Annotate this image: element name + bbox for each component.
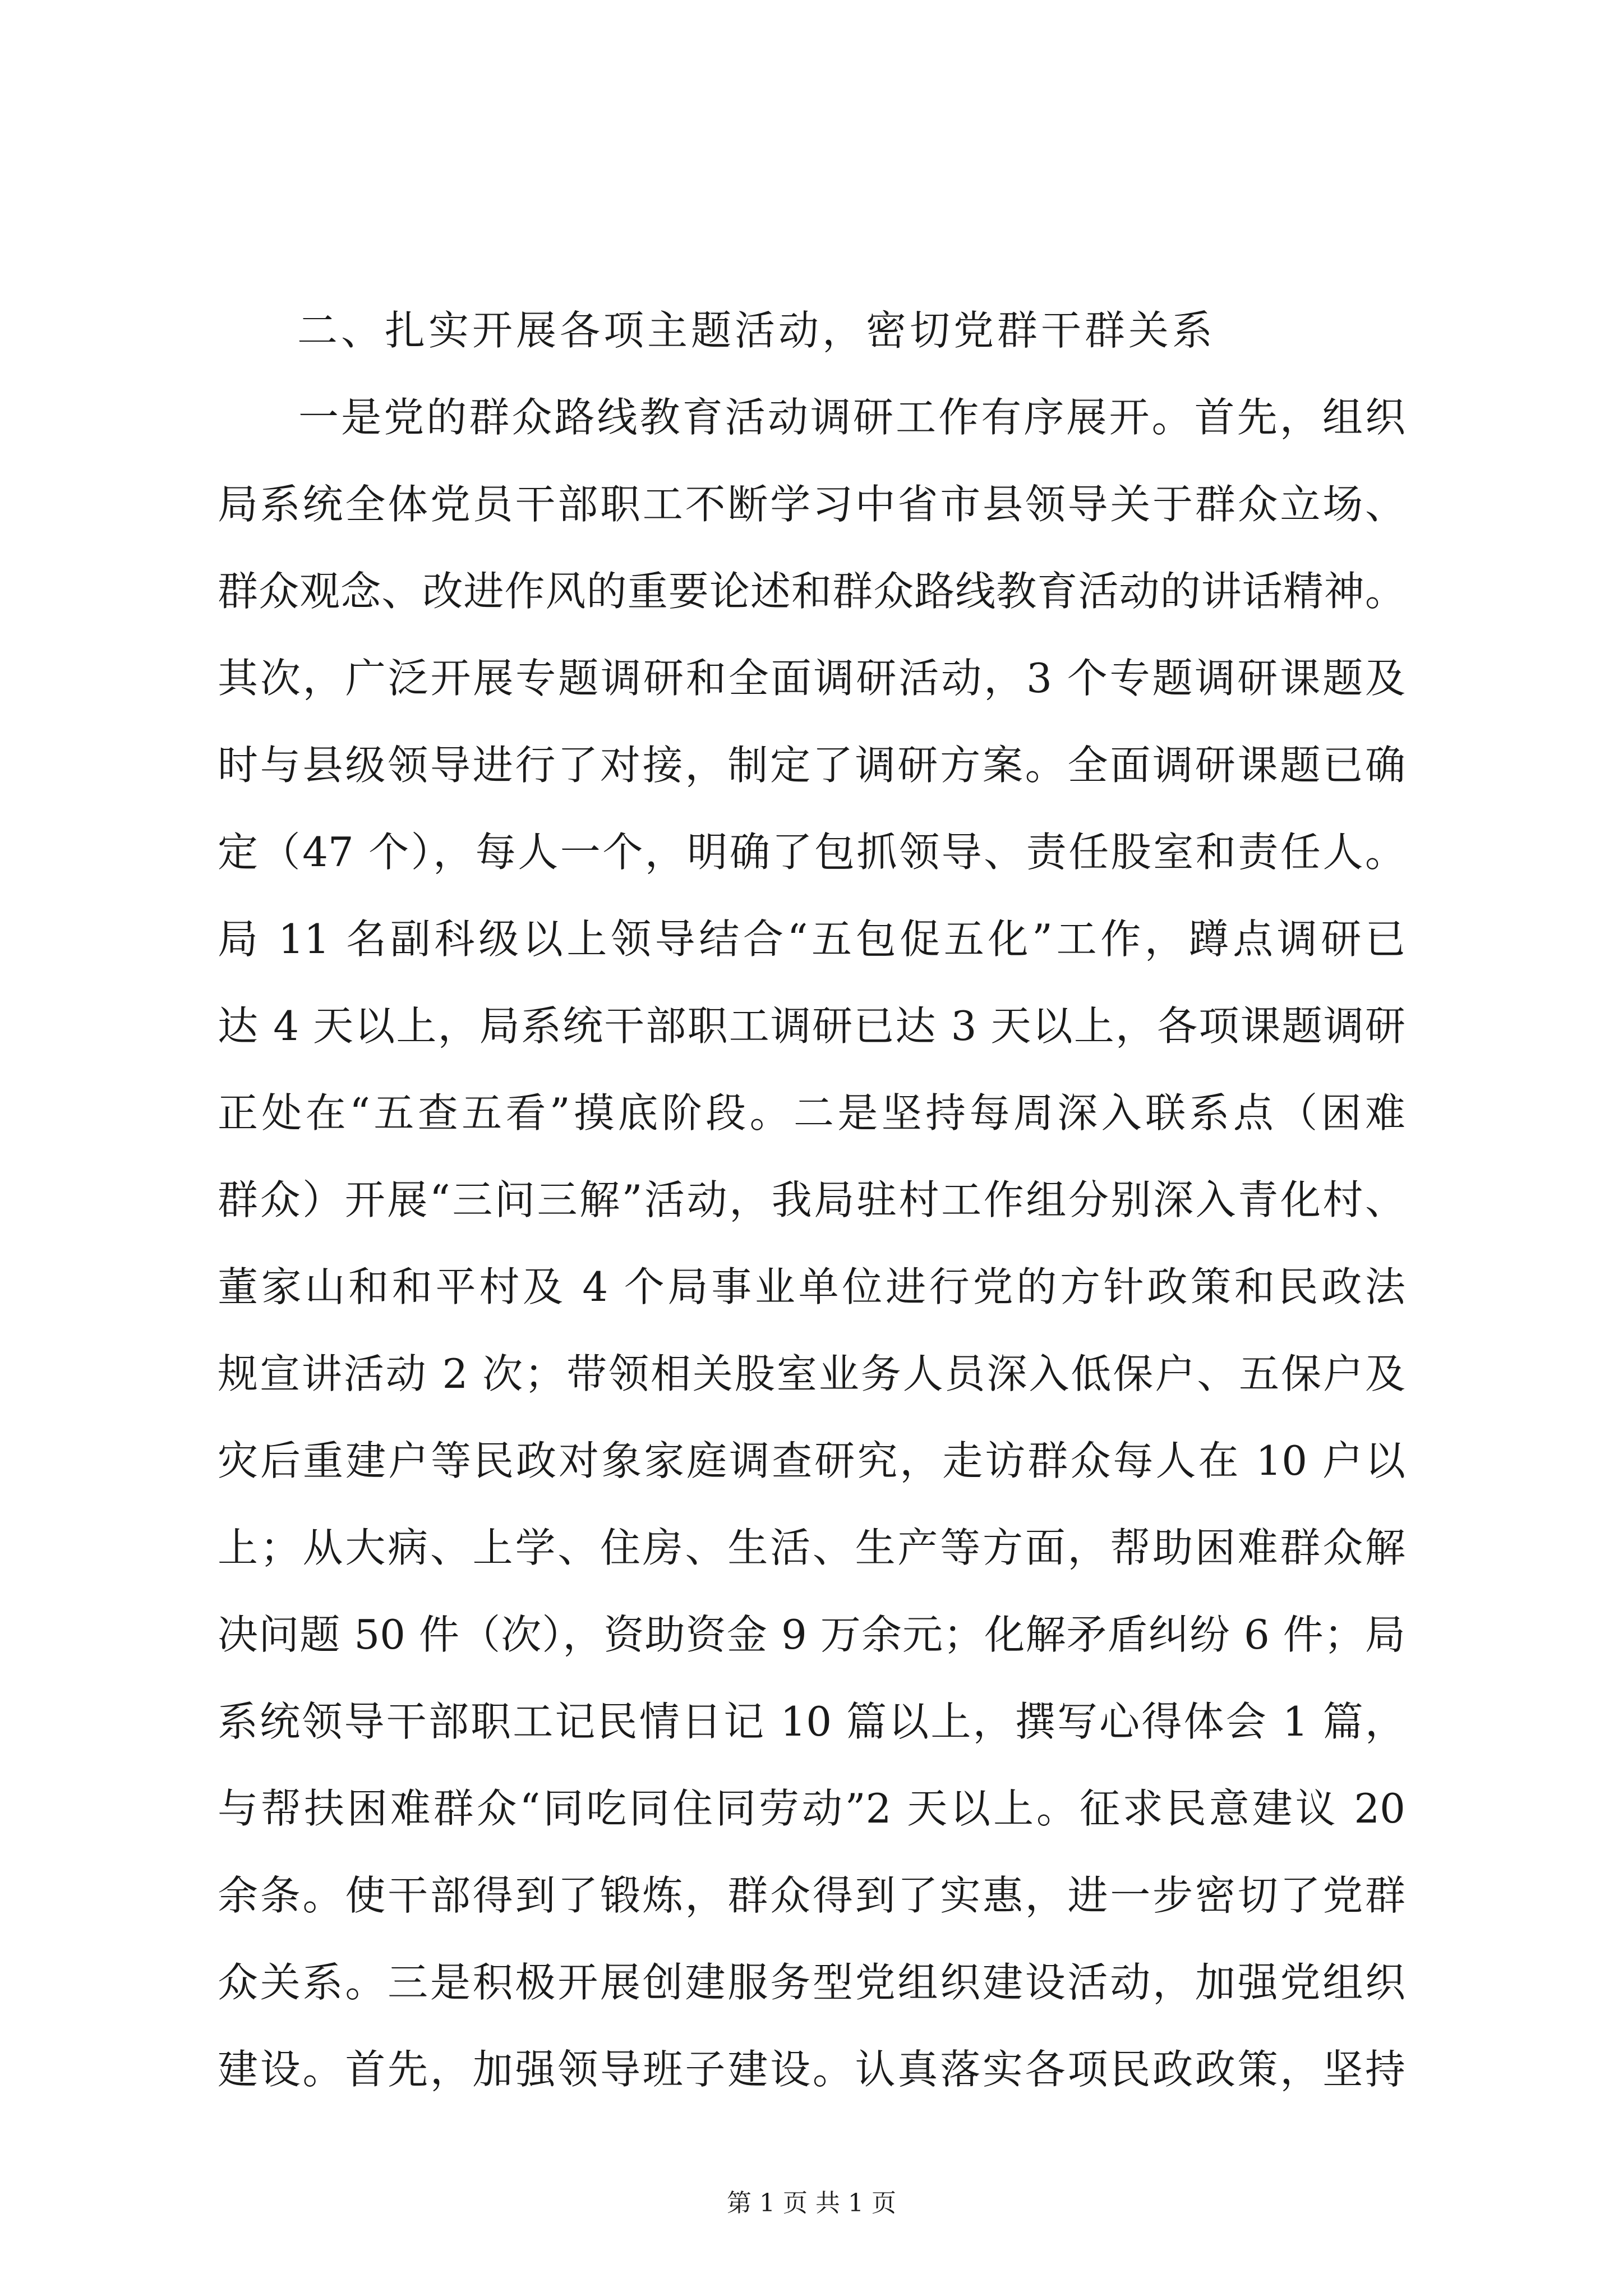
body-line: 达 4 天以上，局系统干部职工调研已达 3 天以上，各项课题调研 (218, 1002, 1405, 1050)
body-line: 上；从大病、上学、住房、生活、生产等方面，帮助困难群众解 (218, 1524, 1405, 1571)
body-line: 一是党的群众路线教育活动调研工作有序展开。首先，组织 (298, 394, 1405, 441)
body-line: 其次，广泛开展专题调研和全面调研活动，3 个专题调研课题及 (218, 655, 1405, 702)
body-line: 系统领导干部职工记民情日记 10 篇以上，撰写心得体会 1 篇， (218, 1698, 1405, 1745)
body-line: 众关系。三是积极开展创建服务型党组织建设活动，加强党组织 (218, 1959, 1405, 2006)
body-line: 群众）开展“三问三解”活动，我局驻村工作组分别深入青化村、 (218, 1176, 1405, 1223)
body-line: 规宣讲活动 2 次；带领相关股室业务人员深入低保户、五保户及 (218, 1350, 1405, 1397)
body-line: 正处在“五查五看”摸底阶段。二是坚持每周深入联系点（困难 (218, 1089, 1405, 1137)
body-line: 局 11 名副科级以上领导结合“五包促五化”工作，蹲点调研已 (218, 915, 1405, 963)
body-line: 局系统全体党员干部职工不断学习中省市县领导关于群众立场、 (218, 481, 1405, 528)
body-line: 灾后重建户等民政对象家庭调查研究，走访群众每人在 10 户以 (218, 1437, 1405, 1484)
body-line: 时与县级领导进行了对接，制定了调研方案。全面调研课题已确 (218, 742, 1405, 789)
body-line: 决问题 50 件（次），资助资金 9 万余元；化解矛盾纠纷 6 件；局 (218, 1611, 1405, 1658)
body-line: 董家山和和平村及 4 个局事业单位进行党的方针政策和民政法 (218, 1263, 1405, 1310)
section-heading: 二、扎实开展各项主题活动，密切党群干群关系 (297, 307, 1216, 354)
body-line: 定（47 个），每人一个，明确了包抓领导、责任股室和责任人。 (218, 829, 1405, 876)
body-line: 余条。使干部得到了锻炼，群众得到了实惠，进一步密切了党群 (218, 1872, 1405, 1919)
page-footer: 第 1 页 共 1 页 (727, 2189, 896, 2217)
body-line: 与帮扶困难群众“同吃同住同劳动”2 天以上。征求民意建议 20 (218, 1785, 1405, 1832)
body-line: 群众观念、改进作风的重要论述和群众路线教育活动的讲话精神。 (218, 568, 1405, 615)
document-body (218, 287, 1405, 2113)
body-line: 建设。首先，加强领导班子建设。认真落实各项民政政策，坚持 (218, 2046, 1405, 2093)
